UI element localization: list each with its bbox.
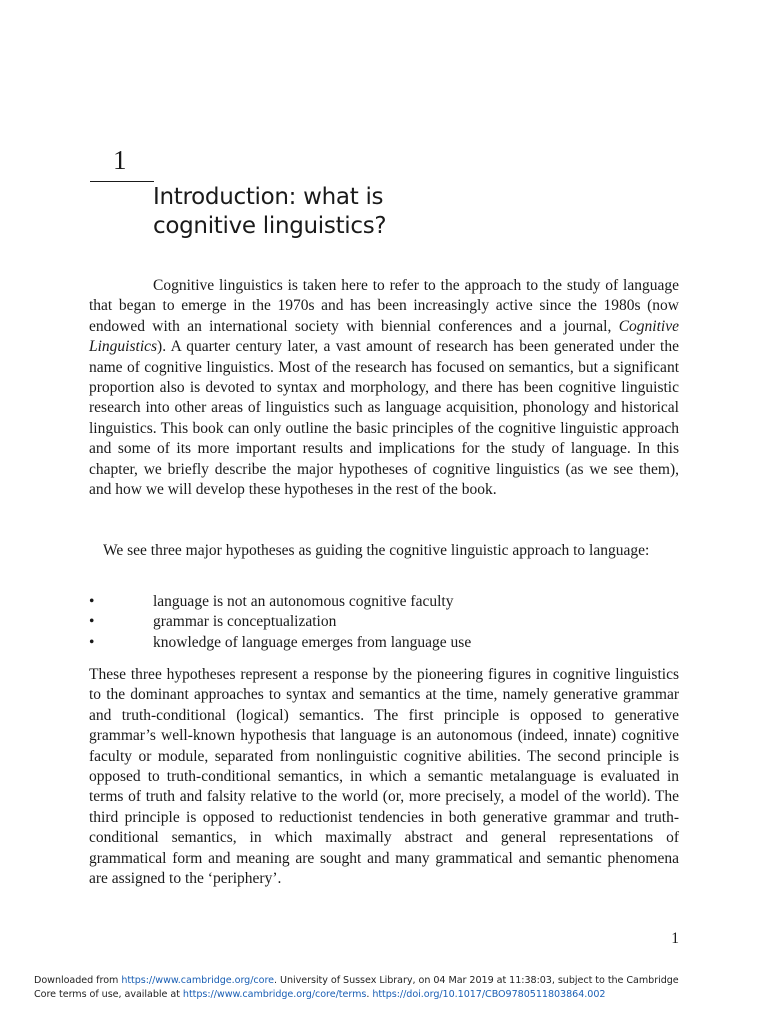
download-footer xyxy=(34,974,744,1002)
footer-line-2 xyxy=(34,988,744,1002)
page-number: 1 xyxy=(671,930,679,947)
core-link[interactable]: https://www.cambridge.org/core xyxy=(121,975,274,986)
paragraph-3 xyxy=(89,665,679,889)
list-item-text: grammar is conceptualization xyxy=(153,613,337,631)
journal-title: Cognitive Linguistics xyxy=(89,317,679,356)
bullet-icon: • xyxy=(89,613,95,631)
chapter-title-line-2: cognitive linguistics? xyxy=(153,213,387,239)
list-item xyxy=(89,612,679,632)
paragraph-1-text-a: Cognitive linguistics is taken here to refer to the approach to the study of language that began to emerge in the 1970s and has been increasingly active since the 1980s (now endowed with an international society with biennial conferences and a journal, xyxy=(89,277,679,335)
footer-terms-prefix: Core terms of use, available at xyxy=(34,989,183,1000)
chapter-number: 1 xyxy=(113,145,127,175)
terms-link[interactable]: https://www.cambridge.org/core/terms xyxy=(182,989,367,1000)
paragraph-1-text-b: ). A quarter century later, a vast amount of research has been generated under the name of cognitive linguistics. Most of the research has focused on semantics, but a significant proportion also is devoted to syntax and morphology, and there has been cognitive linguistic research into other areas of linguistics such as language acquisition, phonology and historical linguistics. This book can only outline the basic principles of the cognitive linguistic approach and some of its more important results and implications for the study of language. In this chapter, we briefly describe the major hypotheses of cognitive linguistics (as we see them), and how we will develop these hypotheses in the rest of the book. xyxy=(89,338,679,499)
chapter-title xyxy=(153,183,386,241)
list-item-text: knowledge of language emerges from language use xyxy=(153,633,472,651)
hypotheses-list xyxy=(89,592,679,653)
footer-line-1 xyxy=(34,974,744,988)
footer-downloaded-from: Downloaded from xyxy=(34,975,122,986)
footer-access-info: . University of Sussex Library, on 04 Mar 2019 at 11:38:03, subject to the Cambridge xyxy=(274,975,679,986)
doi-link[interactable]: https://doi.org/10.1017/CBO9780511803864.002 xyxy=(372,989,606,1000)
paragraph-2-text: We see three major hypotheses as guiding the cognitive linguistic approach to language: xyxy=(103,542,650,559)
list-item xyxy=(89,592,679,612)
chapter-title-line-1: Introduction: what is xyxy=(153,184,384,210)
list-item-text: language is not an autonomous cognitive faculty xyxy=(153,593,454,610)
bullet-icon: • xyxy=(89,593,95,610)
chapter-rule xyxy=(90,181,154,182)
footer-separator: . xyxy=(366,989,373,1000)
paragraph-1 xyxy=(89,276,679,500)
paragraph-2 xyxy=(89,541,679,561)
list-item xyxy=(89,633,679,653)
paragraph-3-text: These three hypotheses represent a response by the pioneering figures in cognitive linguistics to the dominant approaches to syntax and semantics at the time, namely generative grammar and truth-conditional (logical) semantics. The first principle is opposed to generative grammar’s well-known hypothesis that language is an autonomous (indeed, innate) cognitive faculty or module, separated from nonlinguistic cognitive abilities. The second principle is opposed to truth-conditional semantics, in which a semantic metalanguage is evaluated in terms of truth and falsity relative to the world (or, more precisely, a model of the world). The third principle is opposed to reductionist tendencies in both generative grammar and truth-conditional semantics, in which maximally abstract and general representations of grammatical form and meaning are sought and many grammatical and semantic phenomena are assigned to the ‘periphery’. xyxy=(89,666,679,888)
bullet-icon: • xyxy=(89,633,95,651)
